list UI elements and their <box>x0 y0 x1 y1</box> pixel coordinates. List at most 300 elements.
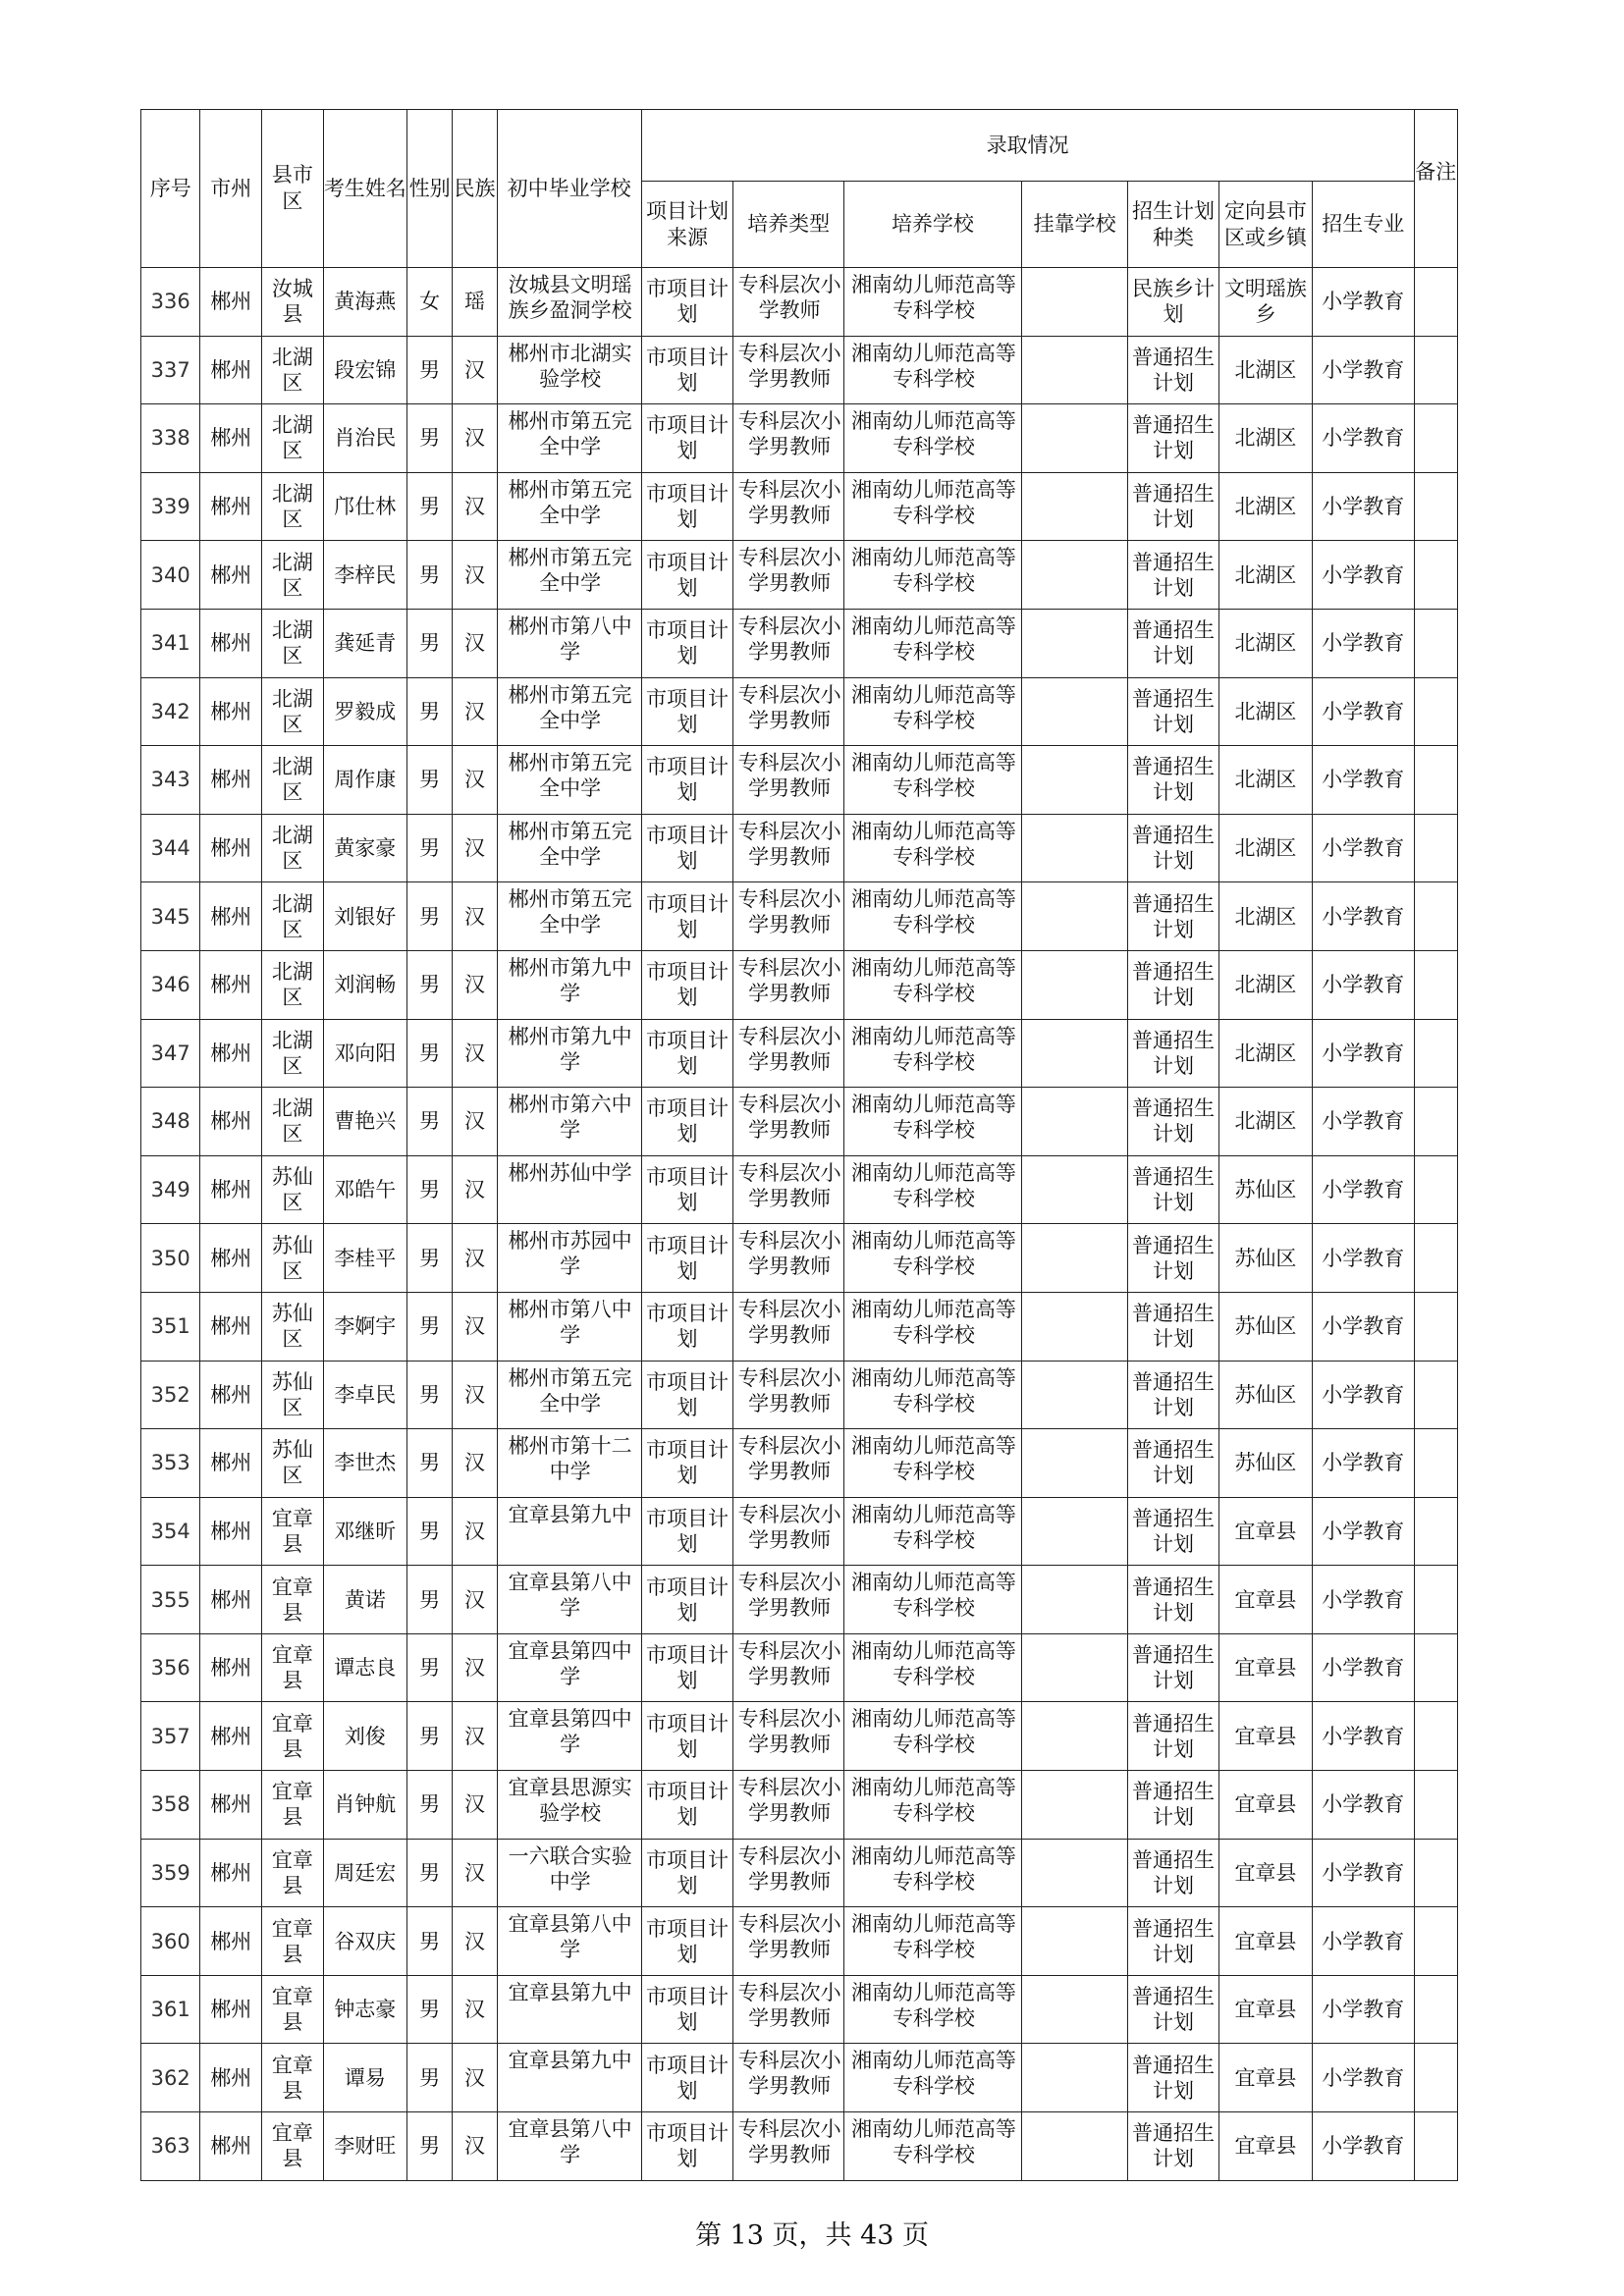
cell-remark <box>1414 950 1457 1019</box>
cell-plan-type-text: 普通招生计划 <box>1132 2053 1216 2103</box>
cell-ethnicity: 汉 <box>453 1019 497 1088</box>
cell-ethnicity: 汉 <box>453 814 497 882</box>
cell-target-area-text: 苏仙区 <box>1234 1246 1297 1270</box>
cell-train-school <box>843 472 1021 541</box>
cell-school-text: 汝城县文明瑶族乡盈洞学校 <box>508 273 632 322</box>
cell-city: 郴州 <box>200 950 262 1019</box>
cell-target-area <box>1218 677 1312 746</box>
cell-train-type-text: 专科层次小学男教师 <box>737 409 841 459</box>
cell-plan-type <box>1128 404 1219 473</box>
cell-county: 宜章县 <box>262 1975 324 2044</box>
table-row <box>141 541 1458 610</box>
cell-train-type <box>733 814 843 882</box>
cell-county: 北湖区 <box>262 336 324 404</box>
cell-plan-type <box>1128 1975 1219 2044</box>
cell-target-area-text: 宜章县 <box>1234 1998 1297 2022</box>
cell-affiliated-school <box>1022 1497 1128 1566</box>
cell-plan-type-text: 普通招生计划 <box>1132 1028 1216 1078</box>
cell-idx: 362 <box>141 2044 200 2112</box>
cell-school <box>497 1155 641 1224</box>
cell-train-school <box>843 1292 1021 1361</box>
cell-target-area-text: 宜章县 <box>1234 1724 1297 1748</box>
cell-county: 苏仙区 <box>262 1361 324 1429</box>
cell-train-type-text: 专科层次小学男教师 <box>737 1980 841 2030</box>
cell-gender: 男 <box>406 1088 452 1156</box>
table-header <box>141 110 1458 268</box>
cell-idx: 357 <box>141 1702 200 1771</box>
table-row <box>141 1633 1458 1702</box>
cell-train-school-text: 湘南幼儿师范高等专科学校 <box>850 1160 1016 1210</box>
table-row <box>141 882 1458 951</box>
cell-train-school-text: 湘南幼儿师范高等专科学校 <box>850 1571 1016 1621</box>
cell-affiliated-school <box>1022 1566 1128 1634</box>
cell-gender: 男 <box>406 950 452 1019</box>
cell-plan-source-text: 市项目计划 <box>646 413 729 463</box>
cell-plan-source-text: 市项目计划 <box>646 1438 729 1488</box>
cell-plan-type <box>1128 1702 1219 1771</box>
cell-idx: 350 <box>141 1224 200 1293</box>
cell-name: 邝仕林 <box>323 472 406 541</box>
cell-target-area <box>1218 1771 1312 1840</box>
cell-major: 小学教育 <box>1312 1361 1414 1429</box>
cell-train-type <box>733 1907 843 1976</box>
cell-plan-source <box>641 677 733 746</box>
table-row <box>141 472 1458 541</box>
cell-school <box>497 882 641 951</box>
cell-school-text: 宜章县思源实验学校 <box>508 1776 632 1826</box>
cell-target-area-text: 苏仙区 <box>1234 1382 1297 1407</box>
cell-train-school-text: 湘南幼儿师范高等专科学校 <box>850 751 1016 801</box>
cell-gender: 男 <box>406 1839 452 1907</box>
cell-school <box>497 746 641 815</box>
cell-plan-type <box>1128 2044 1219 2112</box>
cell-school-text: 宜章县第九中 <box>508 1980 632 2004</box>
cell-affiliated-school <box>1022 950 1128 1019</box>
cell-affiliated-school <box>1022 1702 1128 1771</box>
cell-school-text: 郴州市第五完全中学 <box>508 409 632 459</box>
cell-ethnicity: 汉 <box>453 677 497 746</box>
cell-school <box>497 1224 641 1293</box>
cell-train-type <box>733 1633 843 1702</box>
cell-affiliated-school <box>1022 268 1128 337</box>
cell-name: 李财旺 <box>323 2112 406 2181</box>
cell-target-area <box>1218 472 1312 541</box>
cell-train-school <box>843 2044 1021 2112</box>
cell-idx: 344 <box>141 814 200 882</box>
cell-train-school <box>843 1839 1021 1907</box>
cell-school <box>497 1292 641 1361</box>
cell-train-school <box>843 1429 1021 1498</box>
cell-county: 北湖区 <box>262 677 324 746</box>
cell-city: 郴州 <box>200 1224 262 1293</box>
cell-plan-source <box>641 950 733 1019</box>
cell-plan-type-text: 普通招生计划 <box>1132 1575 1216 1625</box>
cell-major: 小学教育 <box>1312 1566 1414 1634</box>
cell-city: 郴州 <box>200 404 262 473</box>
cell-city: 郴州 <box>200 746 262 815</box>
cell-major: 小学教育 <box>1312 404 1414 473</box>
cell-school <box>497 1088 641 1156</box>
cell-city: 郴州 <box>200 472 262 541</box>
cell-plan-source-text: 市项目计划 <box>646 345 729 395</box>
cell-plan-source-text: 市项目计划 <box>646 686 729 736</box>
cell-plan-source-text: 市项目计划 <box>646 277 729 327</box>
cell-plan-source-text: 市项目计划 <box>646 1575 729 1625</box>
cell-plan-source-text: 市项目计划 <box>646 1985 729 2035</box>
cell-remark <box>1414 746 1457 815</box>
cell-train-type <box>733 1702 843 1771</box>
cell-school <box>497 950 641 1019</box>
cell-train-school-text: 湘南幼儿师范高等专科学校 <box>850 1024 1016 1074</box>
cell-school-text: 郴州苏仙中学 <box>508 1160 632 1185</box>
cell-target-area <box>1218 404 1312 473</box>
header-school: 初中毕业学校 <box>497 110 641 268</box>
cell-plan-type <box>1128 472 1219 541</box>
cell-major: 小学教育 <box>1312 609 1414 677</box>
cell-train-type <box>733 746 843 815</box>
cell-name: 龚延青 <box>323 609 406 677</box>
cell-train-type <box>733 1429 843 1498</box>
cell-gender: 男 <box>406 677 452 746</box>
cell-gender: 男 <box>406 1224 452 1293</box>
cell-name: 李卓民 <box>323 1361 406 1429</box>
cell-county: 苏仙区 <box>262 1429 324 1498</box>
cell-major: 小学教育 <box>1312 268 1414 337</box>
cell-plan-type-text: 普通招生计划 <box>1132 1711 1216 1761</box>
cell-school <box>497 336 641 404</box>
cell-plan-type-text: 普通招生计划 <box>1132 1916 1216 1966</box>
cell-affiliated-school <box>1022 882 1128 951</box>
cell-train-school <box>843 882 1021 951</box>
cell-major: 小学教育 <box>1312 1633 1414 1702</box>
cell-train-type <box>733 336 843 404</box>
cell-gender: 男 <box>406 1019 452 1088</box>
cell-city: 郴州 <box>200 677 262 746</box>
cell-city: 郴州 <box>200 1839 262 1907</box>
cell-remark <box>1414 1429 1457 1498</box>
cell-city: 郴州 <box>200 1019 262 1088</box>
cell-gender: 女 <box>406 268 452 337</box>
cell-ethnicity: 汉 <box>453 1224 497 1293</box>
cell-plan-source <box>641 541 733 610</box>
cell-train-school-text: 湘南幼儿师范高等专科学校 <box>850 1093 1016 1143</box>
cell-plan-type-text: 普通招生计划 <box>1132 1506 1216 1556</box>
cell-remark <box>1414 1292 1457 1361</box>
cell-remark <box>1414 1702 1457 1771</box>
header-city: 市州 <box>200 110 262 268</box>
cell-affiliated-school <box>1022 1088 1128 1156</box>
cell-remark <box>1414 1771 1457 1840</box>
cell-plan-source <box>641 609 733 677</box>
cell-train-school <box>843 950 1021 1019</box>
cell-train-type <box>733 472 843 541</box>
cell-affiliated-school <box>1022 1155 1128 1224</box>
cell-major: 小学教育 <box>1312 2044 1414 2112</box>
cell-plan-type-text: 普通招生计划 <box>1132 960 1216 1010</box>
cell-county: 北湖区 <box>262 1019 324 1088</box>
cell-city: 郴州 <box>200 1361 262 1429</box>
cell-plan-type <box>1128 677 1219 746</box>
cell-affiliated-school <box>1022 746 1128 815</box>
cell-plan-source <box>641 1361 733 1429</box>
cell-train-type-text: 专科层次小学男教师 <box>737 1912 841 1962</box>
cell-train-type <box>733 1292 843 1361</box>
cell-train-school-text: 湘南幼儿师范高等专科学校 <box>850 477 1016 527</box>
cell-plan-source <box>641 1155 733 1224</box>
cell-target-area-text: 北湖区 <box>1234 1041 1297 1065</box>
header-county: 县市区 <box>262 110 324 268</box>
cell-gender: 男 <box>406 1771 452 1840</box>
cell-city: 郴州 <box>200 814 262 882</box>
cell-train-school <box>843 677 1021 746</box>
cell-plan-source-text: 市项目计划 <box>646 1096 729 1147</box>
cell-school <box>497 404 641 473</box>
cell-plan-source <box>641 1633 733 1702</box>
cell-county: 苏仙区 <box>262 1155 324 1224</box>
cell-plan-source <box>641 1975 733 2044</box>
cell-plan-source-text: 市项目计划 <box>646 755 729 805</box>
cell-gender: 男 <box>406 746 452 815</box>
cell-plan-type-text: 普通招生计划 <box>1132 686 1216 736</box>
cell-plan-type <box>1128 1839 1219 1907</box>
cell-name: 邓向阳 <box>323 1019 406 1088</box>
cell-major: 小学教育 <box>1312 1155 1414 1224</box>
cell-idx: 336 <box>141 268 200 337</box>
cell-train-type <box>733 1771 843 1840</box>
cell-gender: 男 <box>406 472 452 541</box>
cell-target-area <box>1218 1224 1312 1293</box>
cell-name: 钟志豪 <box>323 1975 406 2044</box>
cell-target-area-text: 宜章县 <box>1234 2134 1297 2159</box>
cell-county: 北湖区 <box>262 404 324 473</box>
cell-target-area <box>1218 1907 1312 1976</box>
table-row <box>141 1975 1458 2044</box>
cell-plan-type-text: 普通招生计划 <box>1132 345 1216 395</box>
cell-city: 郴州 <box>200 1633 262 1702</box>
cell-plan-source-text: 市项目计划 <box>646 482 729 532</box>
cell-plan-type <box>1128 1019 1219 1088</box>
cell-gender: 男 <box>406 541 452 610</box>
table-row <box>141 1771 1458 1840</box>
cell-target-area-text: 宜章县 <box>1234 1656 1297 1681</box>
cell-affiliated-school <box>1022 2044 1128 2112</box>
cell-train-school <box>843 1361 1021 1429</box>
cell-plan-type-text: 民族乡计划 <box>1132 277 1216 327</box>
cell-target-area-text: 北湖区 <box>1234 631 1297 656</box>
cell-ethnicity: 汉 <box>453 609 497 677</box>
cell-train-school <box>843 2112 1021 2181</box>
cell-plan-source <box>641 882 733 951</box>
cell-county: 宜章县 <box>262 2044 324 2112</box>
cell-school-text: 郴州市第五完全中学 <box>508 887 632 937</box>
table-row <box>141 1702 1458 1771</box>
cell-gender: 男 <box>406 1155 452 1224</box>
cell-name: 周作康 <box>323 746 406 815</box>
cell-plan-type-text: 普通招生计划 <box>1132 1438 1216 1488</box>
cell-target-area-text: 北湖区 <box>1234 1109 1297 1134</box>
cell-school-text: 宜章县第四中学 <box>508 1707 632 1757</box>
cell-idx: 340 <box>141 541 200 610</box>
cell-name: 李桂平 <box>323 1224 406 1293</box>
cell-target-area <box>1218 1429 1312 1498</box>
cell-train-type-text: 专科层次小学男教师 <box>737 955 841 1005</box>
cell-ethnicity: 汉 <box>453 1429 497 1498</box>
cell-remark <box>1414 1633 1457 1702</box>
cell-train-type-text: 专科层次小学男教师 <box>737 682 841 732</box>
cell-plan-type-text: 普通招生计划 <box>1132 1096 1216 1147</box>
cell-plan-source-text: 市项目计划 <box>646 1847 729 1897</box>
cell-idx: 342 <box>141 677 200 746</box>
cell-train-type <box>733 1497 843 1566</box>
cell-ethnicity: 汉 <box>453 1292 497 1361</box>
cell-affiliated-school <box>1022 1292 1128 1361</box>
cell-target-area-text: 宜章县 <box>1234 1929 1297 1953</box>
cell-train-type-text: 专科层次小学男教师 <box>737 477 841 527</box>
cell-plan-source <box>641 1702 733 1771</box>
cell-train-type <box>733 1224 843 1293</box>
cell-plan-source <box>641 336 733 404</box>
cell-train-type-text: 专科层次小学男教师 <box>737 1229 841 1279</box>
cell-major: 小学教育 <box>1312 882 1414 951</box>
cell-major: 小学教育 <box>1312 541 1414 610</box>
cell-affiliated-school <box>1022 1975 1128 2044</box>
cell-train-type <box>733 609 843 677</box>
cell-major: 小学教育 <box>1312 1975 1414 2044</box>
cell-train-school <box>843 1771 1021 1840</box>
cell-idx: 355 <box>141 1566 200 1634</box>
cell-train-type <box>733 2044 843 2112</box>
cell-train-school-text: 湘南幼儿师范高等专科学校 <box>850 1638 1016 1688</box>
cell-train-school-text: 湘南幼儿师范高等专科学校 <box>850 1297 1016 1347</box>
cell-target-area-text: 宜章县 <box>1234 1587 1297 1612</box>
cell-gender: 男 <box>406 609 452 677</box>
cell-plan-source <box>641 746 733 815</box>
cell-plan-source-text: 市项目计划 <box>646 1369 729 1419</box>
cell-name: 谷双庆 <box>323 1907 406 1976</box>
cell-name: 黄家豪 <box>323 814 406 882</box>
cell-school-text: 宜章县第八中学 <box>508 1912 632 1962</box>
cell-major: 小学教育 <box>1312 1224 1414 1293</box>
cell-plan-source-text: 市项目计划 <box>646 1711 729 1761</box>
cell-school-text: 一六联合实验中学 <box>508 1843 632 1894</box>
cell-school <box>497 814 641 882</box>
cell-target-area-text: 北湖区 <box>1234 357 1297 382</box>
cell-target-area <box>1218 746 1312 815</box>
header-plan-source: 项目计划来源 <box>641 182 733 268</box>
cell-train-type <box>733 541 843 610</box>
table-row <box>141 1019 1458 1088</box>
cell-school <box>497 1975 641 2044</box>
cell-train-school-text: 湘南幼儿师范高等专科学校 <box>850 273 1016 322</box>
cell-gender: 男 <box>406 1429 452 1498</box>
cell-train-school-text: 湘南幼儿师范高等专科学校 <box>850 819 1016 869</box>
cell-major: 小学教育 <box>1312 746 1414 815</box>
cell-train-school <box>843 1566 1021 1634</box>
cell-ethnicity: 汉 <box>453 1633 497 1702</box>
cell-plan-type <box>1128 882 1219 951</box>
cell-target-area <box>1218 336 1312 404</box>
cell-idx: 361 <box>141 1975 200 2044</box>
cell-plan-source <box>641 404 733 473</box>
cell-city: 郴州 <box>200 1566 262 1634</box>
cell-major: 小学教育 <box>1312 1429 1414 1498</box>
cell-major: 小学教育 <box>1312 472 1414 541</box>
cell-plan-type-text: 普通招生计划 <box>1132 413 1216 463</box>
cell-school <box>497 1702 641 1771</box>
cell-gender: 男 <box>406 882 452 951</box>
cell-affiliated-school <box>1022 609 1128 677</box>
cell-plan-type <box>1128 1497 1219 1566</box>
cell-plan-source-text: 市项目计划 <box>646 1302 729 1352</box>
cell-remark <box>1414 609 1457 677</box>
cell-ethnicity: 汉 <box>453 1771 497 1840</box>
cell-target-area <box>1218 1088 1312 1156</box>
cell-plan-type-text: 普通招生计划 <box>1132 891 1216 941</box>
cell-school-text: 郴州市第九中学 <box>508 955 632 1005</box>
cell-target-area <box>1218 541 1312 610</box>
cell-ethnicity: 汉 <box>453 2112 497 2181</box>
cell-name: 李婀宇 <box>323 1292 406 1361</box>
cell-school <box>497 1566 641 1634</box>
cell-train-type <box>733 1155 843 1224</box>
cell-ethnicity: 汉 <box>453 1361 497 1429</box>
cell-plan-type-text: 普通招生计划 <box>1132 1643 1216 1693</box>
cell-idx: 345 <box>141 882 200 951</box>
cell-idx: 347 <box>141 1019 200 1088</box>
table-row <box>141 1907 1458 1976</box>
cell-remark <box>1414 2044 1457 2112</box>
cell-affiliated-school <box>1022 1771 1128 1840</box>
cell-plan-source-text: 市项目计划 <box>646 1233 729 1283</box>
header-idx: 序号 <box>141 110 200 268</box>
cell-plan-type <box>1128 2112 1219 2181</box>
cell-plan-source <box>641 1088 733 1156</box>
cell-county: 宜章县 <box>262 1702 324 1771</box>
cell-target-area-text: 北湖区 <box>1234 973 1297 997</box>
cell-city: 郴州 <box>200 1771 262 1840</box>
cell-affiliated-school <box>1022 1019 1128 1088</box>
cell-target-area-text: 北湖区 <box>1234 699 1297 723</box>
cell-county: 宜章县 <box>262 1497 324 1566</box>
cell-idx: 352 <box>141 1361 200 1429</box>
cell-remark <box>1414 1839 1457 1907</box>
table-row <box>141 268 1458 337</box>
cell-idx: 349 <box>141 1155 200 1224</box>
cell-gender: 男 <box>406 404 452 473</box>
cell-remark <box>1414 1975 1457 2044</box>
cell-train-type-text: 专科层次小学男教师 <box>737 341 841 391</box>
cell-train-type <box>733 1088 843 1156</box>
cell-name: 刘银好 <box>323 882 406 951</box>
cell-remark <box>1414 1361 1457 1429</box>
cell-school-text: 郴州市第十二中学 <box>508 1434 632 1484</box>
cell-train-school <box>843 746 1021 815</box>
cell-plan-type <box>1128 1566 1219 1634</box>
cell-plan-source <box>641 1839 733 1907</box>
cell-idx: 360 <box>141 1907 200 1976</box>
cell-target-area-text: 北湖区 <box>1234 495 1297 519</box>
cell-affiliated-school <box>1022 2112 1128 2181</box>
cell-target-area <box>1218 1566 1312 1634</box>
cell-plan-source-text: 市项目计划 <box>646 960 729 1010</box>
cell-gender: 男 <box>406 1633 452 1702</box>
cell-train-school-text: 湘南幼儿师范高等专科学校 <box>850 1980 1016 2030</box>
cell-major: 小学教育 <box>1312 336 1414 404</box>
cell-target-area <box>1218 1975 1312 2044</box>
table-row <box>141 1839 1458 1907</box>
cell-train-school <box>843 1088 1021 1156</box>
cell-plan-type-text: 普通招生计划 <box>1132 1985 1216 2035</box>
